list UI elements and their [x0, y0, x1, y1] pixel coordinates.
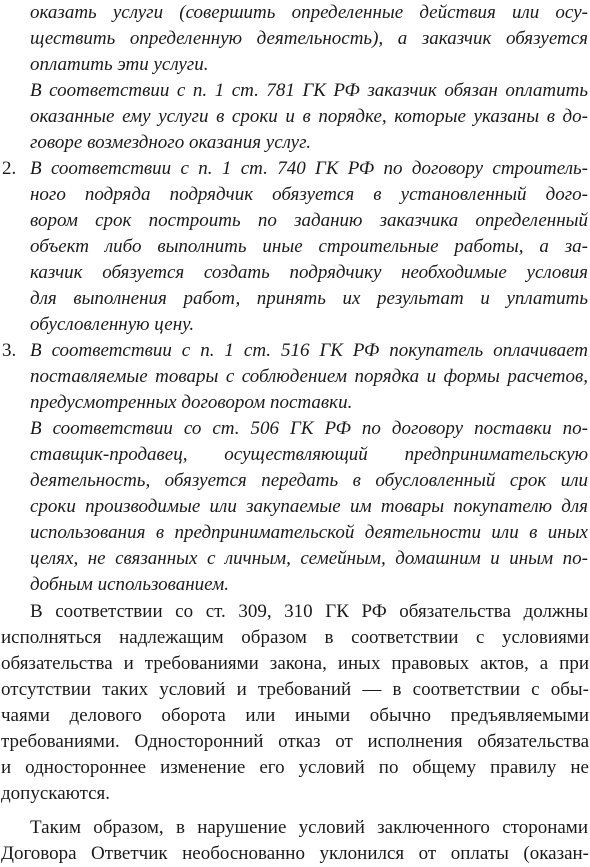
text-line: Таким образом, в нарушение условий заключенного сторонами — [30, 817, 588, 838]
text-line: В соответствии с п. 1 ст. 740 ГК РФ по договору строитель- — [30, 158, 588, 179]
text-line: сроки производимые или закупаемые им товары покупателю для — [30, 496, 588, 517]
text-line: целях, не связанных с личным, семейным, домашним и иным по- — [30, 548, 588, 569]
text-line: предусмотренных договором поставки. — [30, 392, 353, 413]
text-line: оказать услуги (совершить определенные действия или осу- — [30, 2, 588, 23]
text-line: В соответствии со ст. 506 ГК РФ по договору поставки по- — [30, 418, 588, 439]
text-line: деятельность, обязуется передать в обусловленный срок или — [30, 470, 588, 491]
text-line: оказанные ему услуги в сроки и в порядке, которые указаны в до- — [30, 106, 588, 127]
text-line: допускаются. — [1, 783, 111, 804]
text-line: В соответствии с п. 1 ст. 781 ГК РФ заказчик обязан оплатить — [30, 80, 588, 101]
text-line: использования в предпринимательской деятельности или в иных — [30, 522, 588, 543]
text-line: вором срок построить по заданию заказчика определенный — [30, 210, 588, 231]
text-line: для выполнения работ, принять их результат и уплатить — [30, 288, 588, 309]
text-line: и одностороннее изменение его условий по общему правилу не — [1, 757, 589, 778]
text-line: говоре возмездного оказания услуг. — [30, 132, 312, 153]
text-line: оплатить эти услуги. — [30, 54, 209, 75]
text-line: поставляемые товары с соблюдением порядка и формы расчетов, — [30, 366, 588, 387]
list-number: 2. — [2, 158, 17, 179]
text-line: казчик обязуется создать подрядчику необходимые условия — [30, 262, 588, 283]
text-line: чаями делового оборота или иными обычно предъявляемыми — [1, 705, 589, 726]
text-line: обусловленную цену. — [30, 314, 195, 335]
text-line: добным использованием. — [30, 574, 230, 595]
text-line: Договора Ответчик необоснованно уклонился от оплаты (оказан- — [1, 843, 589, 864]
text-line: ществить определенную деятельность), а заказчик обязуется — [30, 28, 588, 49]
text-line: требованиями. Односторонний отказ от исполнения обязательства — [1, 731, 589, 752]
text-line: исполняться надлежащим образом в соответствии с условиями — [1, 627, 589, 648]
text-line: отсутствии таких условий и требований — в соответствии с обы- — [1, 679, 589, 700]
text-line: объект либо выполнить иные строительные работы, а за- — [30, 236, 588, 257]
text-line: обязательства и требованиями закона, иных правовых актов, а при — [1, 653, 589, 674]
text-line: ставщик-продавец, осуществляющий предпринимательскую — [30, 444, 588, 465]
text-line: В соответствии с п. 1 ст. 516 ГК РФ покупатель оплачивает — [30, 340, 588, 361]
text-line: В соответствии со ст. 309, 310 ГК РФ обязательства должны — [30, 601, 588, 622]
text-line: ного подряда подрядчик обязуется в установленный дого- — [30, 184, 588, 205]
list-number: 3. — [2, 340, 17, 361]
